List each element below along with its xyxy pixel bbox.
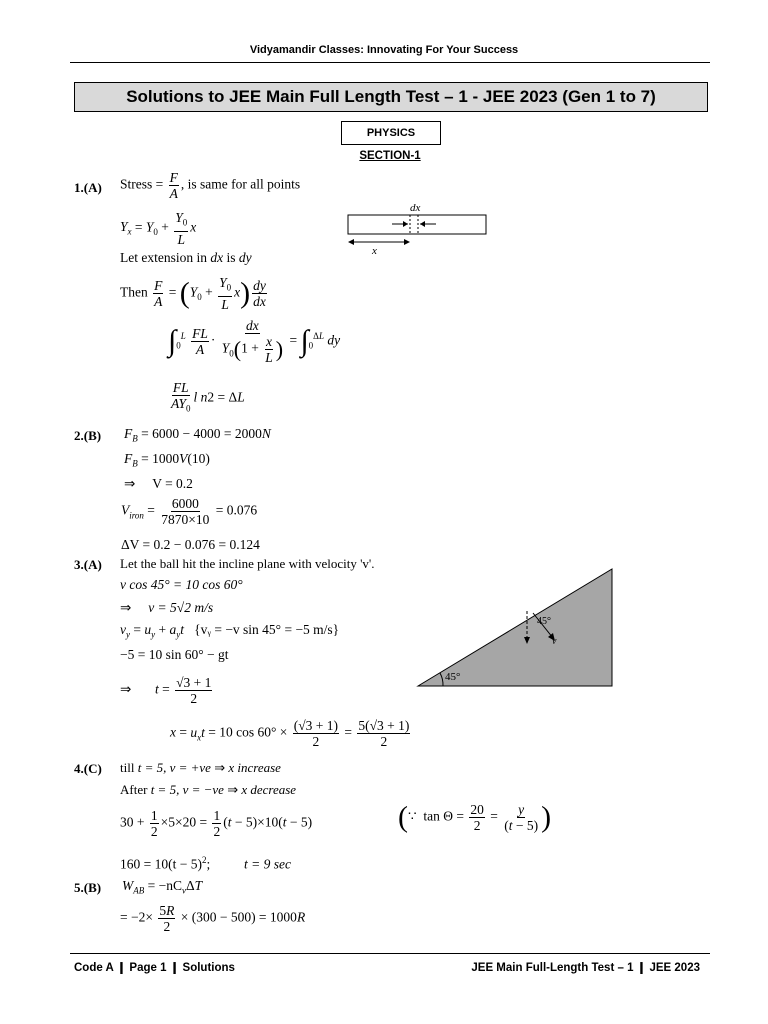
q4-l2b: t = 5, v = −ve	[150, 782, 224, 797]
q1-young-line: $Y_x = Y_0$ + $\frac{Y_0}{L}$ x	[120, 210, 197, 247]
q4-l3b: t = 9 sec	[244, 856, 291, 872]
same-text: is same for all points	[187, 176, 301, 192]
incline-figure	[415, 566, 615, 690]
q4-l1a: till	[120, 760, 135, 775]
bar-figure	[340, 200, 490, 256]
q4-line4: $160 = 10(t - 5)^2$; t = 9 sec	[120, 855, 291, 872]
subject-box: PHYSICS	[341, 121, 441, 145]
q1-number: 1.(A)	[74, 180, 102, 195]
q4-l2c: x decrease	[241, 782, 297, 797]
ext-text: Let extension in	[120, 250, 207, 265]
q2-l1: = 6000 − 4000 = 2000	[141, 426, 262, 441]
fig-angle-base: 45°	[445, 671, 461, 683]
q4-tan: tan Θ =	[423, 808, 464, 824]
q2-l2: = 1000	[141, 451, 180, 466]
q5-line1: $W_{AB} = -nC_v\Delta T$	[122, 878, 203, 896]
q1-extension-line: Let extension in dx is dy	[120, 250, 252, 265]
q3-l3: v = 5√2 m/s	[148, 600, 214, 615]
q5-number: 5.(B)	[74, 880, 102, 895]
q1-integral-line: $\int_0^L$ $\frac{FL}{A}$ · dx $Y_0(1$ + $\frac{x}{L}$ ) = $\int_0^{\Delta L}$ dy	[168, 318, 341, 365]
q3-line1: Let the ball hit the incline plane with velocity 'v'.	[120, 556, 375, 571]
page-title: Solutions to JEE Main Full Length Test – 1 - JEE 2023 (Gen 1 to 7)	[74, 82, 708, 112]
q2-line4: $V_{iron}$ = $\frac{6000}{7870\times 10}$ = 0.076	[121, 496, 258, 527]
footer-left: Code A ❙ Page 1 ❙ Solutions	[74, 962, 235, 974]
q3-l4: {vᵧ = −v sin 45° = −5 m/s}	[194, 622, 340, 637]
arrow-head-right	[420, 221, 425, 227]
q1-stress-line: Stress = $\frac{F}{A}$ , is same for all points	[120, 170, 301, 201]
q3-line5: −5 = 10 sin 60° − gt	[120, 647, 229, 662]
q2-l3: V = 0.2	[152, 476, 193, 491]
fig-dx-label: dx	[410, 202, 421, 214]
arrow-head-left	[403, 221, 408, 227]
section-heading: SECTION-1	[359, 150, 421, 162]
q2-line3: ⇒ V = 0.2	[124, 476, 193, 491]
q2-line5: ΔV = 0.2 − 0.076 = 0.124	[121, 537, 260, 552]
q4-l3: 160 = 10(t − 5)	[120, 856, 202, 872]
x-arrow-head-right	[404, 239, 410, 245]
q4-line2: After t = 5, v = −ve ⇒ x decrease	[120, 782, 297, 797]
q3-line7: $x = u_xt = 10$ cos 60° × $\frac{(√3 + 1)}{2}$ = $\frac{5(√3 + 1)}{2}$	[170, 718, 410, 749]
q1-then-line: Then $\frac{F}{A}$ = ($Y_0$ + $\frac{Y_0}{L}$ x) $\frac{dy}{dx}$	[120, 275, 266, 312]
q1-result-line: $\frac{FL}{AY_0}$ l n2 = ΔL	[171, 380, 245, 414]
bar-rect	[348, 215, 486, 234]
q5-line2: = −2× $\frac{5R}{2}$ × (300 − 500) = 1000R	[120, 903, 306, 934]
q2-line1: $F_B = 6000 - 4000 = 2000N$	[124, 426, 271, 444]
q2-number: 2.(B)	[74, 428, 102, 443]
q4-l2a: After	[120, 782, 148, 797]
q4-line1: till t = 5, v = +ve ⇒ x increase	[120, 760, 281, 775]
fig-angle-top: 45°	[537, 616, 551, 627]
then-label: Then	[120, 284, 148, 300]
footer-rule	[70, 953, 710, 954]
q3-line6: ⇒ t = $\frac{√3 + 1}{2}$	[120, 675, 212, 706]
footer-right: JEE Main Full-Length Test – 1 ❙ JEE 2023	[471, 962, 700, 974]
fig-x-label: x	[372, 245, 377, 256]
q5-l2: × (300 − 500) = 1000	[180, 909, 297, 925]
header-rule	[70, 62, 710, 63]
stress-label: Stress =	[120, 176, 164, 192]
q5-l1: = −nC	[147, 878, 182, 893]
q4-line3: 30 + $\frac{1}{2}$ ×5×20 = $\frac{1}{2}$ (t − 5)×10(t − 5)	[120, 808, 313, 839]
fig-v-label: v	[552, 636, 557, 647]
q4-l1b: t = 5, v = +ve	[137, 760, 211, 775]
q4-tan-line: (∵ tan Θ = $\frac{20}{2}$ = $\frac{y}{(t - 5)}$ )	[398, 800, 552, 834]
q3-number: 3.(A)	[74, 557, 102, 572]
q4-l1c: x increase	[228, 760, 281, 775]
ext-is: is	[226, 250, 236, 265]
q3-line4: $v_y = u_y + a_yt$ {vᵧ = −v sin 45° = −5 m/s}	[120, 622, 340, 640]
x-arrow-head-left	[348, 239, 354, 245]
q2-l4: = 0.076	[215, 502, 258, 518]
incline-triangle	[418, 569, 612, 686]
q2-line2: $F_B = 1000V(10)$	[124, 451, 210, 469]
q3-line3: ⇒ v = 5√2 m/s	[120, 600, 214, 615]
q3-line2: v cos 45° = 10 cos 60°	[120, 577, 243, 592]
q2-l2b: (10)	[187, 451, 210, 466]
page-header: Vidyamandir Classes: Innovating For Your Success	[249, 44, 519, 56]
q4-number: 4.(C)	[74, 761, 102, 776]
